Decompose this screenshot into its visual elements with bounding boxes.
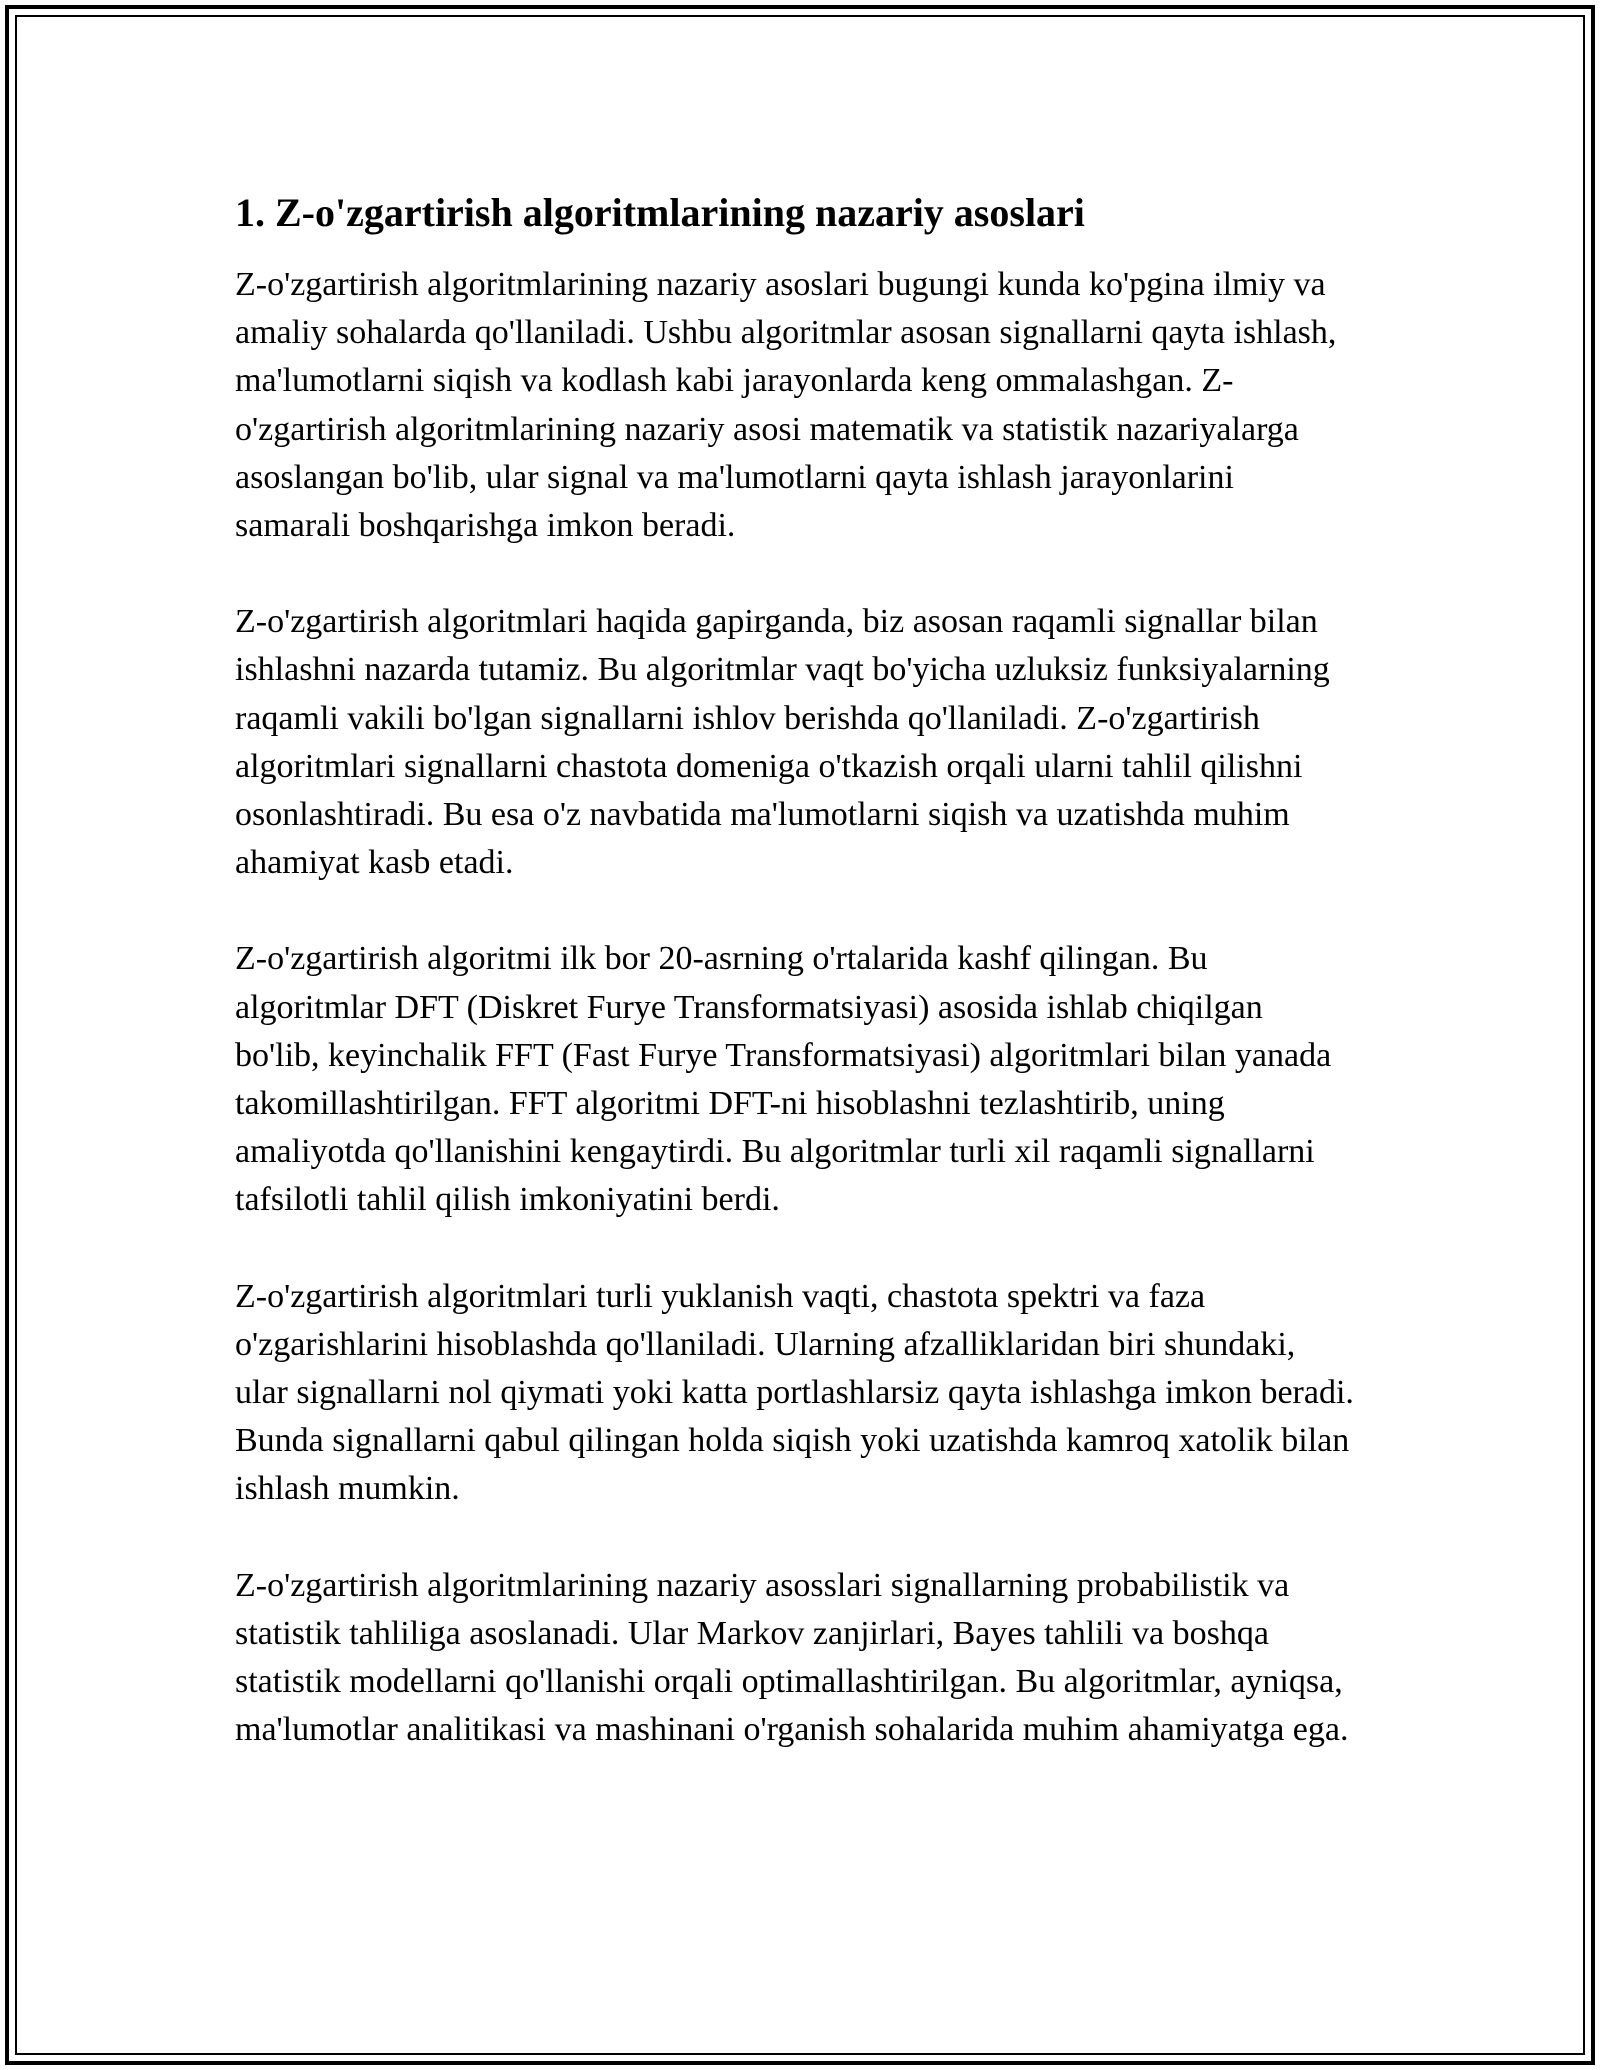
- paragraph-1: Z-o'zgartirish algoritmlarining nazariy asoslari bugungi kunda ko'pgina ilmiy va amaliy sohalarda qo'llaniladi. Ushbu algoritmlar asosan signallarni qayta ishlash, ma'lumotlarni siqish va kodlash kabi jarayonlarda keng ommalashgan. Z-o'zgartirish algoritmlarining nazariy asosi matematik va statistik nazariyalarga asoslangan bo'lib, ular signal va ma'lumotlarni qayta ishlash jarayonlarini samarali boshqarishga imkon beradi.: [235, 266, 1337, 545]
- document-body: [235, 185, 1355, 1802]
- paragraph-4: Z-o'zgartirish algoritmlari turli yuklanish vaqti, chastota spektri va faza o'zgarishlarini hisoblashda qo'llaniladi. Ularning afzalliklaridan biri shundaki, ular signallarni nol qiymati yoki katta portlashlarsiz qayta ishlashga imkon beradi. Bunda signallarni qabul qilingan holda siqish yoki uzatishda kamroq xatolik bilan ishlash mumkin.: [235, 1277, 1354, 1508]
- paragraph-5: Z-o'zgartirish algoritmlarining nazariy asosslari signallarning probabilistik va statistik tahliliga asoslanadi. Ular Markov zanjirlari, Bayes tahlili va boshqa statistik modellarni qo'llanishi orqali optimallashtirilgan. Bu algoritmlar, ayniqsa, ma'lumotlar analitikasi va mashinani o'rganish sohalarida muhim ahamiyatga ega.: [235, 1566, 1349, 1749]
- paragraph-2: Z-o'zgartirish algoritmlari haqida gapirganda, biz asosan raqamli signallar bilan ishlashni nazarda tutamiz. Bu algoritmlar vaqt bo'yicha uzluksiz funksiyalarning raqamli vakili bo'lgan signallarni ishlov berishda qo'llaniladi. Z-o'zgartirish algoritmlari signallarni chastota domeniga o'tkazish orqali ularni tahlil qilishni osonlashtiradi. Bu esa o'z navbatida ma'lumotlarni siqish va uzatishda muhim ahamiyat kasb etadi.: [235, 603, 1330, 882]
- section-heading: 1. Z-o'zgartirish algoritmlarining nazariy asoslari: [235, 190, 1085, 235]
- paragraph-3: Z-o'zgartirish algoritmi ilk bor 20-asrning o'rtalarida kashf qilingan. Bu algoritmlar DFT (Diskret Furye Transformatsiyasi) asosida ishlab chiqilgan bo'lib, keyinchalik FFT (Fast Furye Transformatsiyasi) algoritmlari bilan yanada takomillashtirilgan. FFT algoritmi DFT-ni hisoblashni tezlashtirib, uning amaliyotda qo'llanishini kengaytirdi. Bu algoritmlar turli xil raqamli signallarni tafsilotli tahlil qilish imkoniyatini berdi.: [235, 940, 1332, 1219]
